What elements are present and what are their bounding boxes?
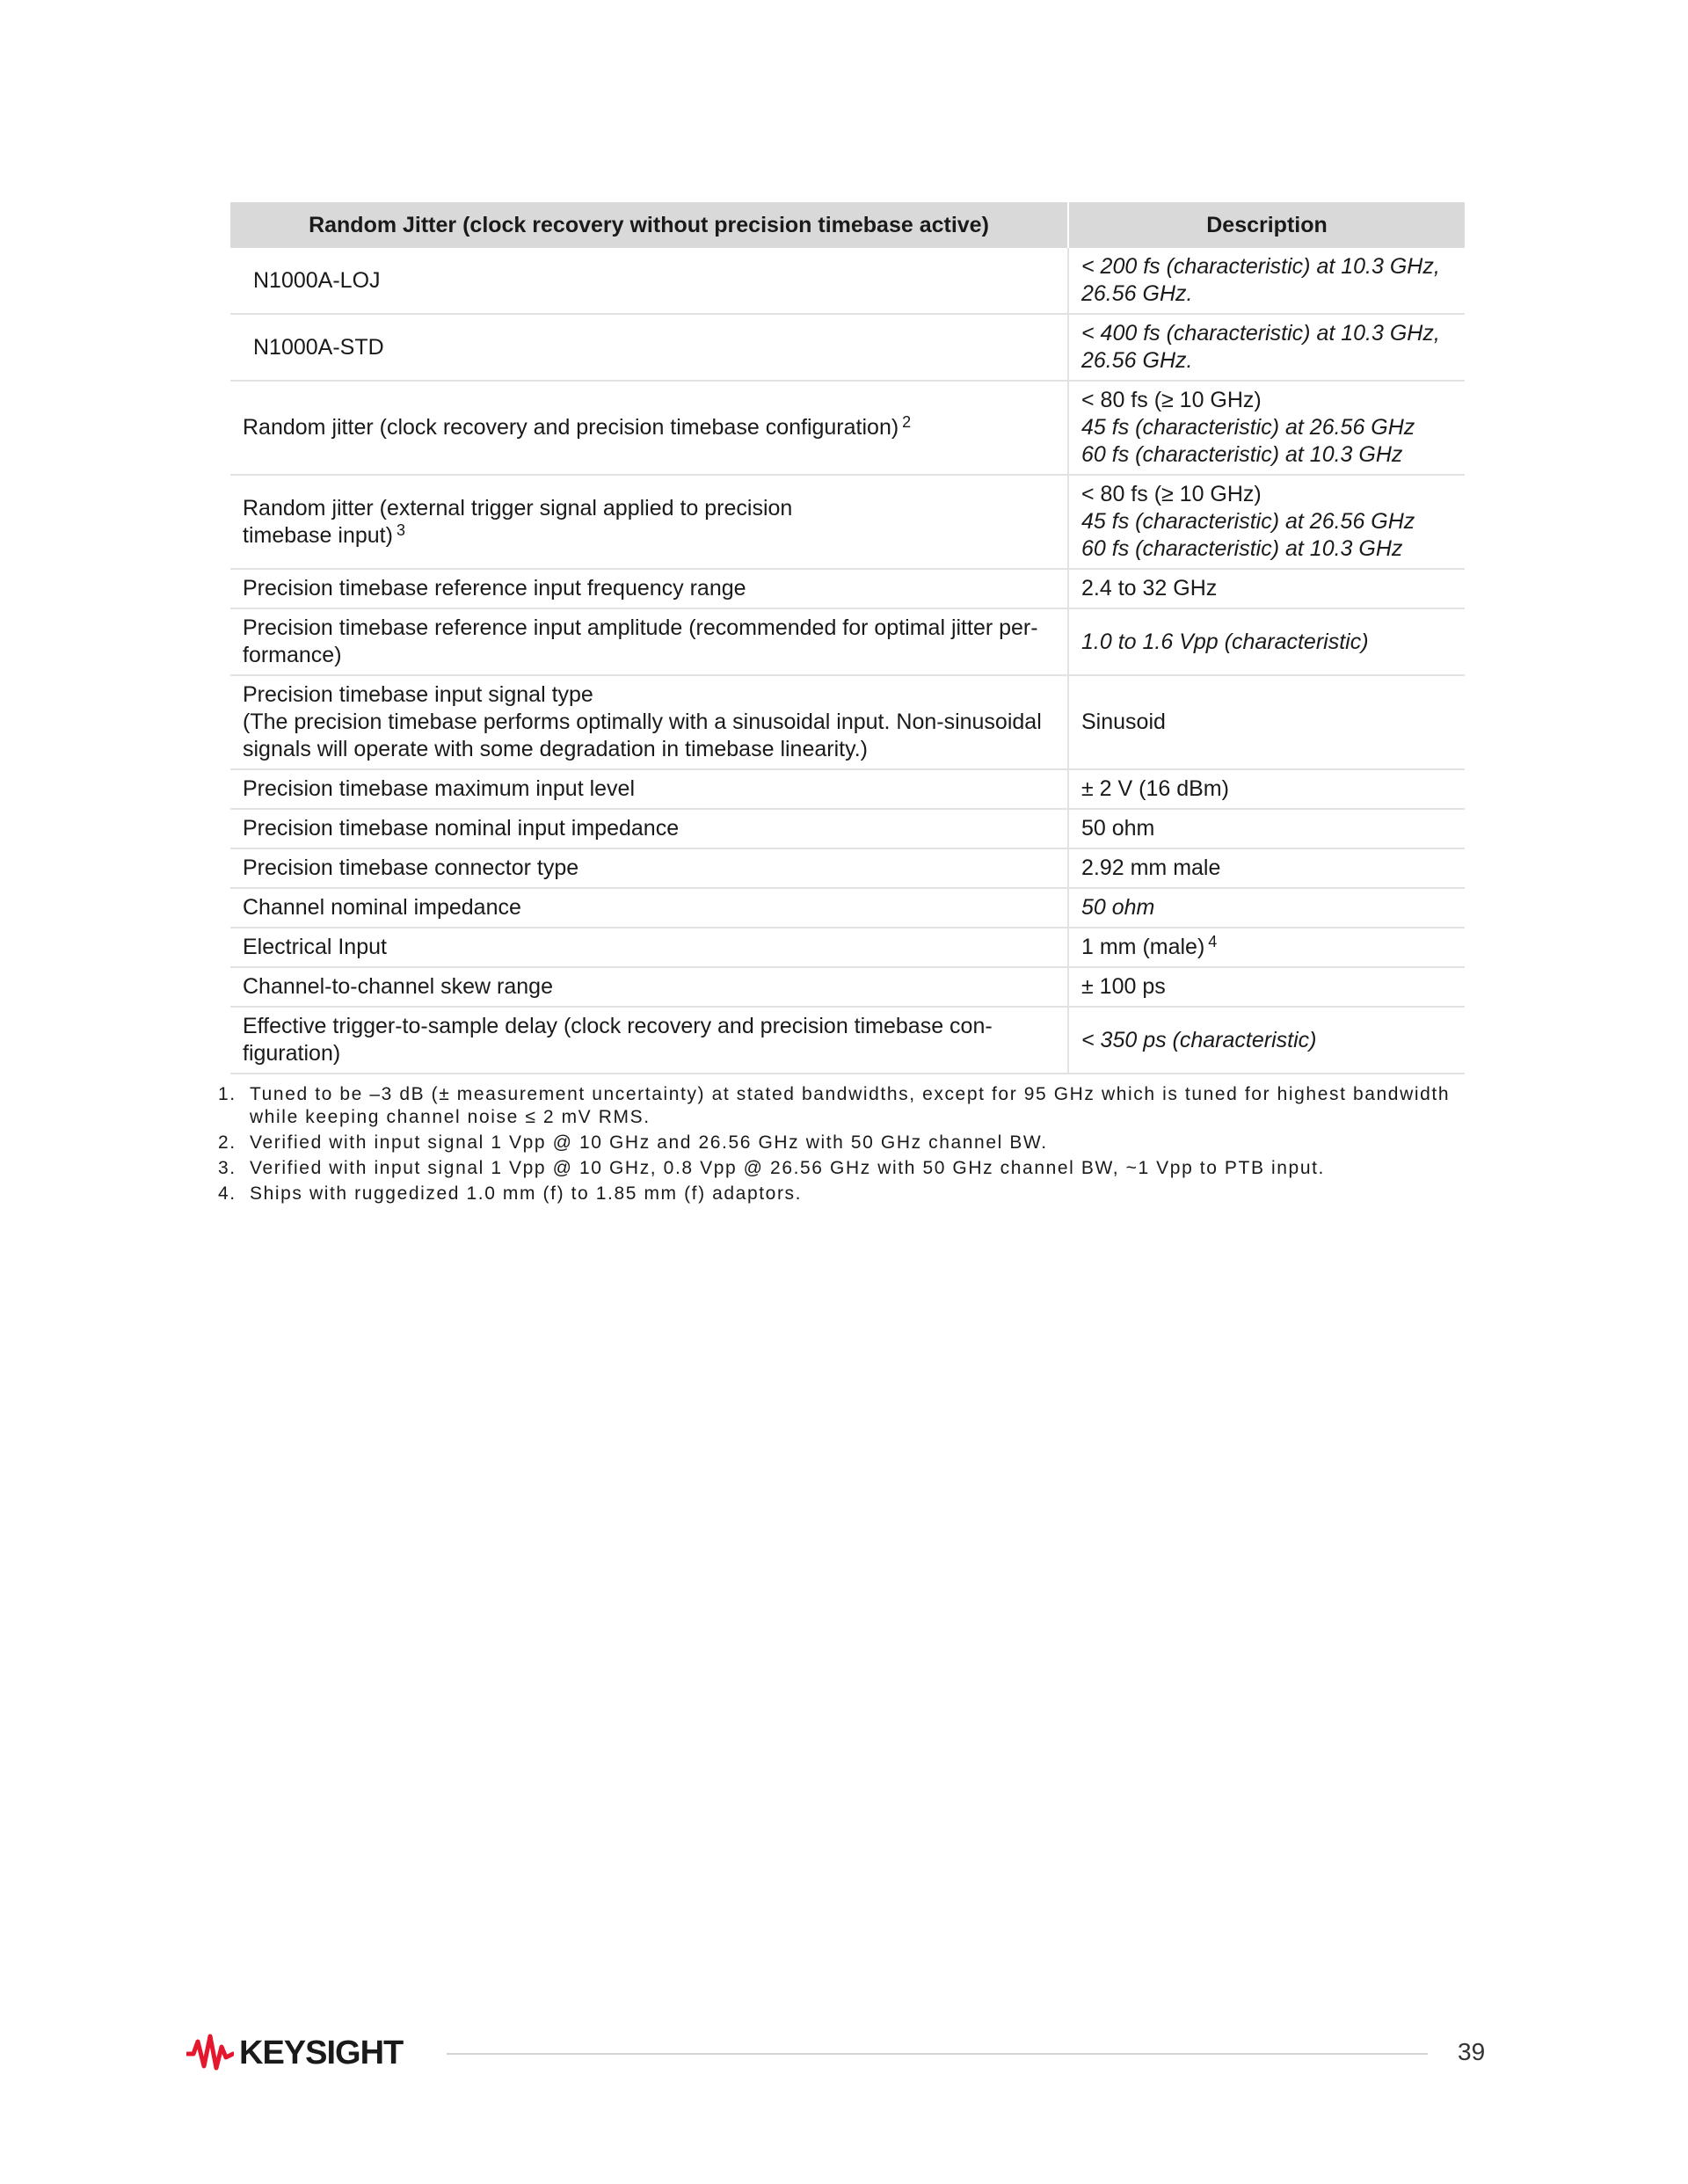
table-row: [230, 928, 1465, 967]
description-value: 45 fs (characteristic) at 26.56 GHz: [1081, 415, 1415, 440]
description-value: 60 fs (characteristic) at 10.3 GHz: [1081, 536, 1403, 561]
table-header-row: [230, 202, 1465, 248]
description-text: [1081, 253, 1452, 308]
parameter-cell: [230, 675, 1068, 769]
description-value: 2.4 to 32 GHz: [1081, 576, 1218, 601]
description-cell: [1068, 967, 1465, 1007]
parameter-cell: [230, 967, 1068, 1007]
parameter-cell: [230, 608, 1068, 675]
parameter-cell: [230, 888, 1068, 928]
description-text: [1081, 629, 1452, 656]
parameter-text: Channel-to-channel skew range: [243, 974, 553, 999]
description-text: [1081, 387, 1452, 414]
parameter-text: Precision timebase reference input amplitude (recommended for optimal jitter per-: [243, 615, 1038, 640]
description-cell: [1068, 809, 1465, 848]
description-value: 50 ohm: [1081, 816, 1155, 841]
parameter-text: Precision timebase connector type: [243, 855, 579, 880]
table-row: [230, 809, 1465, 848]
parameter-cell: [230, 248, 1068, 314]
parameter-text: Effective trigger-to-sample delay (clock recovery and precision timebase con-: [243, 1014, 993, 1038]
parameter-text: signals will operate with some degradation in timebase linearity.): [243, 737, 868, 761]
footnotes-list: [218, 1083, 1466, 1208]
parameter-text: N1000A-STD: [253, 334, 384, 360]
table-body: [230, 248, 1465, 1074]
table-row: [230, 475, 1465, 569]
table-row: [230, 381, 1465, 475]
parameter-cell: [230, 809, 1068, 848]
description-value: < 80 fs (≥ 10 GHz): [1081, 388, 1262, 412]
column-header-parameter: Random Jitter (clock recovery without precision timebase active): [230, 202, 1068, 248]
description-value: ± 100 ps: [1081, 974, 1166, 999]
description-text: [1081, 934, 1452, 961]
parameter-cell: [230, 569, 1068, 608]
description-value: 2.92 mm male: [1081, 855, 1221, 880]
parameter-text: Precision timebase maximum input level: [243, 776, 636, 801]
description-text: [1081, 973, 1452, 1001]
description-value: 45 fs (characteristic) at 26.56 GHz: [1081, 509, 1415, 534]
parameter-cell: [230, 475, 1068, 569]
footnote-ref: 3: [396, 521, 405, 539]
description-value: < 400 fs (characteristic) at 10.3 GHz, 26.56 GHz.: [1081, 321, 1440, 373]
description-value: 1.0 to 1.6 Vpp (characteristic): [1081, 629, 1369, 654]
description-text: [1081, 855, 1452, 882]
description-text: [1081, 709, 1452, 736]
table-row: [230, 569, 1465, 608]
footnote-number: 1.: [218, 1084, 236, 1104]
parameter-text: figuration): [243, 1041, 341, 1066]
table-row: [230, 248, 1465, 314]
parameter-text: formance): [243, 643, 342, 667]
column-header-description: Description: [1068, 202, 1465, 248]
parameter-text: Precision timebase input signal type: [243, 682, 593, 707]
table-row: [230, 967, 1465, 1007]
description-value: ± 2 V (16 dBm): [1081, 776, 1229, 801]
brand-name: KEYSIGHT: [239, 2034, 404, 2071]
description-text: [1081, 894, 1452, 921]
description-value: < 350 ps (characteristic): [1081, 1027, 1317, 1052]
description-cell: [1068, 569, 1465, 608]
description-value: 1 mm (male): [1081, 935, 1205, 959]
footnote-number: 4.: [218, 1183, 236, 1204]
description-value: Sinusoid: [1081, 710, 1166, 734]
footer-divider: [447, 2053, 1428, 2055]
parameter-cell: [230, 928, 1068, 967]
table-row: [230, 769, 1465, 809]
description-cell: [1068, 1007, 1465, 1074]
description-text: [1081, 414, 1452, 441]
description-value: 50 ohm: [1081, 895, 1155, 920]
description-cell: [1068, 475, 1465, 569]
table-row: [230, 848, 1465, 888]
footnote-number: 2.: [218, 1132, 236, 1153]
keysight-wave-icon: [186, 2033, 234, 2073]
description-cell: [1068, 888, 1465, 928]
parameter-text: Precision timebase nominal input impedance: [243, 816, 680, 841]
footnote-text: Tuned to be –3 dB (± measurement uncertainty) at stated bandwidths, except for 95 GHz which is tuned for highest bandwidth while keeping channel noise ≤ 2 mV RMS.: [250, 1084, 1451, 1127]
parameter-text: Random jitter (external trigger signal applied to precision: [243, 495, 793, 521]
description-text: [1081, 575, 1452, 602]
description-value: < 80 fs (≥ 10 GHz): [1081, 482, 1262, 506]
footnote-text: Ships with ruggedized 1.0 mm (f) to 1.85 mm (f) adaptors.: [250, 1183, 803, 1204]
description-text: [1081, 815, 1452, 842]
parameter-text: (The precision timebase performs optimally with a sinusoidal input. Non-sinusoidal: [243, 710, 1042, 734]
parameter-cell: [230, 1007, 1068, 1074]
parameter-cell: [230, 381, 1068, 475]
parameter-text: N1000A-LOJ: [253, 267, 381, 293]
footnote-ref: 2: [902, 413, 912, 431]
parameter-text: Random jitter (clock recovery and precision timebase configuration): [243, 415, 899, 440]
description-text: [1081, 481, 1452, 508]
description-value: 60 fs (characteristic) at 10.3 GHz: [1081, 442, 1403, 467]
description-text: [1081, 775, 1452, 803]
description-text: [1081, 320, 1452, 375]
spec-table: [230, 202, 1465, 1074]
parameter-cell: [230, 769, 1068, 809]
description-value: < 200 fs (characteristic) at 10.3 GHz, 26.56 GHz.: [1081, 254, 1440, 306]
table-row: [230, 675, 1465, 769]
description-cell: [1068, 381, 1465, 475]
table-row: [230, 1007, 1465, 1074]
description-text: [1081, 1027, 1452, 1054]
parameter-text: Channel nominal impedance: [243, 895, 521, 920]
description-cell: [1068, 848, 1465, 888]
description-cell: [1068, 675, 1465, 769]
footnote-item: [218, 1183, 1466, 1205]
table-row: [230, 888, 1465, 928]
description-cell: [1068, 928, 1465, 967]
footnote-text: Verified with input signal 1 Vpp @ 10 GHz and 26.56 GHz with 50 GHz channel BW.: [250, 1132, 1048, 1153]
footnote-item: [218, 1083, 1466, 1129]
parameter-text: Precision timebase reference input frequency range: [243, 576, 746, 601]
footnote-text: Verified with input signal 1 Vpp @ 10 GHz, 0.8 Vpp @ 26.56 GHz with 50 GHz channel BW, ~1 Vpp to PTB input.: [250, 1158, 1325, 1178]
page-number: 39: [1458, 2038, 1486, 2065]
description-cell: [1068, 314, 1465, 381]
parameter-text: timebase input): [243, 522, 393, 548]
parameter-text: Electrical Input: [243, 935, 387, 959]
description-text: [1081, 441, 1452, 469]
keysight-logo: [186, 2033, 403, 2073]
parameter-cell: [230, 314, 1068, 381]
footnote-item: [218, 1157, 1466, 1180]
description-text: [1081, 508, 1452, 535]
footnote-item: [218, 1132, 1466, 1154]
description-cell: [1068, 769, 1465, 809]
footnote-ref: 4: [1208, 933, 1218, 950]
description-cell: [1068, 248, 1465, 314]
table-row: [230, 314, 1465, 381]
table-row: [230, 608, 1465, 675]
footnote-number: 3.: [218, 1158, 236, 1178]
parameter-cell: [230, 848, 1068, 888]
description-text: [1081, 535, 1452, 563]
description-cell: [1068, 608, 1465, 675]
